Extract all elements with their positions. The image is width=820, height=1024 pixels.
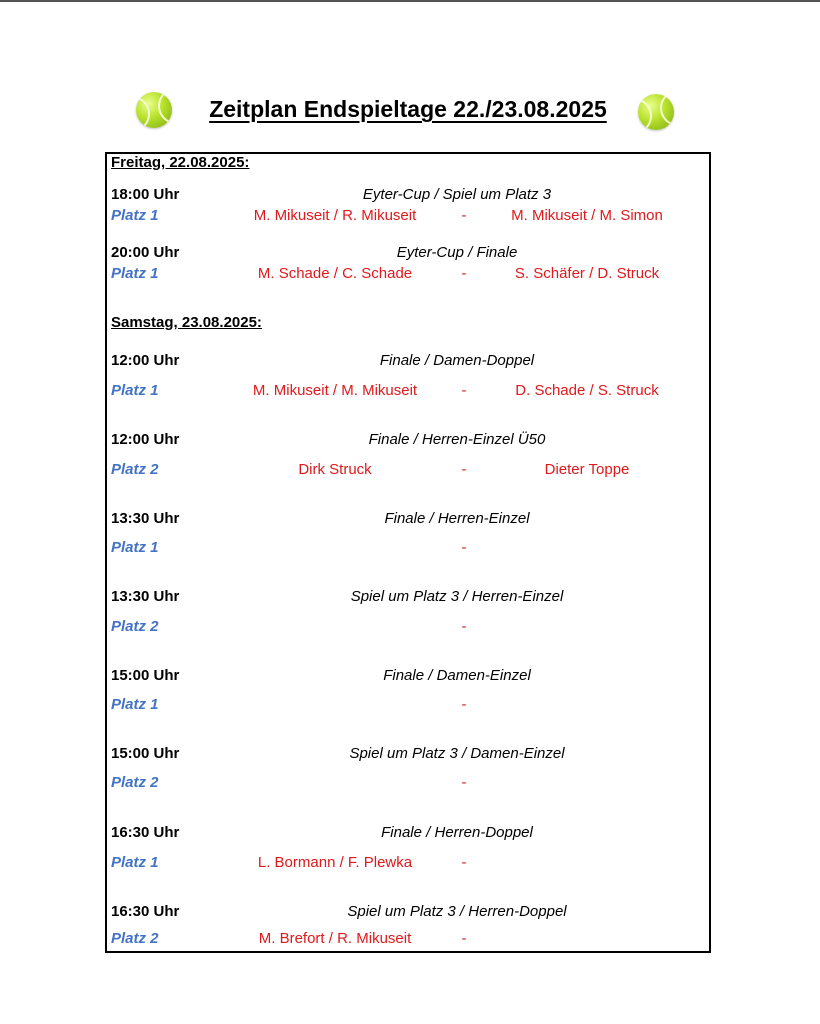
tennis-ball-icon bbox=[638, 94, 674, 130]
match-event: Finale / Herren-Einzel Ü50 bbox=[368, 431, 546, 448]
match-time: 12:00 Uhr bbox=[111, 431, 180, 448]
match-team-1: L. Bormann / F. Plewka bbox=[257, 854, 413, 871]
match-team-2: D. Schade / S. Struck bbox=[515, 382, 659, 399]
match-court: Platz 1 bbox=[111, 265, 159, 282]
match-row bbox=[107, 352, 709, 400]
top-border-line bbox=[0, 0, 820, 2]
match-court: Platz 1 bbox=[111, 207, 159, 224]
day-heading-saturday: Samstag, 23.08.2025: bbox=[111, 314, 262, 331]
match-court: Platz 2 bbox=[111, 930, 159, 947]
match-court: Platz 2 bbox=[111, 774, 159, 791]
match-event: Finale / Damen-Einzel bbox=[383, 667, 531, 684]
match-event: Finale / Herren-Doppel bbox=[381, 824, 533, 841]
match-separator: - bbox=[461, 696, 467, 713]
schedule-table bbox=[105, 152, 711, 953]
match-separator: - bbox=[461, 461, 467, 478]
match-separator: - bbox=[461, 930, 467, 947]
match-event: Eyter-Cup / Spiel um Platz 3 bbox=[362, 186, 552, 203]
match-court: Platz 1 bbox=[111, 539, 159, 556]
match-team-1: M. Mikuseit / M. Mikuseit bbox=[252, 382, 418, 399]
match-time: 15:00 Uhr bbox=[111, 667, 180, 684]
match-court: Platz 2 bbox=[111, 461, 159, 478]
match-time: 16:30 Uhr bbox=[111, 824, 180, 841]
match-time: 12:00 Uhr bbox=[111, 352, 180, 369]
match-separator: - bbox=[461, 539, 467, 556]
match-court: Platz 1 bbox=[111, 382, 159, 399]
match-court: Platz 1 bbox=[111, 696, 159, 713]
match-team-1: Dirk Struck bbox=[298, 461, 372, 478]
match-event: Spiel um Platz 3 / Herren-Doppel bbox=[347, 903, 567, 920]
match-row bbox=[107, 745, 709, 793]
match-team-1: M. Schade / C. Schade bbox=[257, 265, 413, 282]
page-title: Zeitplan Endspieltage 22./23.08.2025 bbox=[209, 96, 607, 122]
match-row bbox=[107, 186, 709, 234]
match-row bbox=[107, 588, 709, 636]
day-heading-friday: Freitag, 22.08.2025: bbox=[111, 154, 250, 171]
match-row bbox=[107, 667, 709, 715]
match-separator: - bbox=[461, 774, 467, 791]
match-time: 20:00 Uhr bbox=[111, 244, 180, 261]
match-court: Platz 1 bbox=[111, 854, 159, 871]
match-separator: - bbox=[461, 618, 467, 635]
match-court: Platz 2 bbox=[111, 618, 159, 635]
match-team-1: M. Brefort / R. Mikuseit bbox=[258, 930, 412, 947]
match-time: 16:30 Uhr bbox=[111, 903, 180, 920]
match-event: Finale / Damen-Doppel bbox=[379, 352, 535, 369]
match-event: Eyter-Cup / Finale bbox=[396, 244, 518, 261]
match-team-2: Dieter Toppe bbox=[544, 461, 630, 478]
match-separator: - bbox=[461, 854, 467, 871]
match-event: Spiel um Platz 3 / Damen-Einzel bbox=[349, 745, 565, 762]
match-row bbox=[107, 431, 709, 479]
match-time: 13:30 Uhr bbox=[111, 588, 180, 605]
match-time: 15:00 Uhr bbox=[111, 745, 180, 762]
page-header bbox=[0, 86, 820, 136]
match-separator: - bbox=[461, 207, 467, 224]
match-team-1: M. Mikuseit / R. Mikuseit bbox=[253, 207, 417, 224]
match-row bbox=[107, 510, 709, 558]
match-team-2: S. Schäfer / D. Struck bbox=[514, 265, 660, 282]
match-event: Spiel um Platz 3 / Herren-Einzel bbox=[350, 588, 564, 605]
match-row bbox=[107, 824, 709, 872]
match-row bbox=[107, 244, 709, 292]
match-event: Finale / Herren-Einzel bbox=[384, 510, 530, 527]
tennis-ball-icon bbox=[136, 92, 172, 128]
match-separator: - bbox=[461, 382, 467, 399]
match-separator: - bbox=[461, 265, 467, 282]
match-time: 18:00 Uhr bbox=[111, 186, 180, 203]
match-time: 13:30 Uhr bbox=[111, 510, 180, 527]
match-row bbox=[107, 903, 709, 951]
match-team-2: M. Mikuseit / M. Simon bbox=[511, 207, 663, 224]
